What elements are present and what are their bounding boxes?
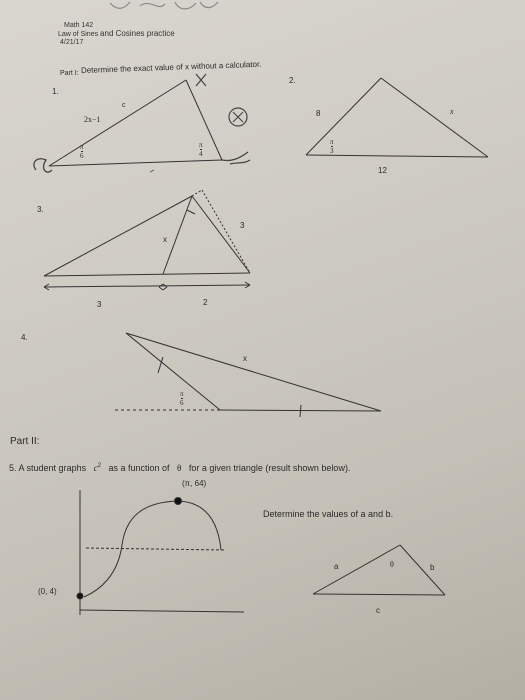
problem3-triangle	[44, 190, 250, 290]
problem2-number: 2.	[289, 76, 296, 85]
problem4-triangle	[115, 333, 381, 417]
problem5-triangle	[313, 545, 445, 595]
problem5-text-b: as a function of	[108, 463, 170, 473]
problem2-side-right: x	[450, 107, 454, 116]
problem2-angle: π 3	[330, 138, 334, 155]
problem5-tri-theta: θ	[390, 560, 394, 569]
problem4-number: 4.	[21, 333, 28, 342]
problem5-tri-b: b	[430, 563, 435, 572]
problem2-base: 12	[378, 166, 387, 175]
date-label: 4/21/17	[60, 39, 84, 46]
problem1-triangle	[34, 74, 250, 172]
topic-left: Law of	[58, 31, 79, 38]
problem5-text-a: A student graphs	[18, 463, 87, 473]
problem5-tri-a: a	[334, 562, 339, 571]
part1-label: Part I:	[60, 70, 79, 77]
problem1-side-label: 2x−1	[84, 115, 101, 124]
problem2-side-left: 8	[316, 109, 321, 118]
header-scribble	[110, 2, 218, 9]
problem5-start-point: (0, 4)	[38, 587, 57, 596]
part1-instruction: Determine the exact value of x without a calculator.	[80, 59, 262, 75]
problem4-x-label: x	[243, 354, 247, 363]
problem1-number: 1.	[52, 87, 59, 96]
part2-label: Part II:	[10, 436, 40, 447]
problem3-side-right: 3	[240, 221, 245, 230]
topic-line	[58, 30, 175, 39]
problem5-theta: θ	[177, 463, 182, 473]
problem3-base-left: 3	[97, 300, 102, 309]
problem3-x-label: x	[163, 235, 167, 244]
problem5-c: c	[93, 463, 98, 473]
problem3-base-right: 2	[203, 298, 208, 307]
problem1-angle-left: π 6	[80, 143, 84, 160]
topic-rest: and Cosines practice	[100, 29, 175, 38]
problem4-angle: π 6	[180, 390, 184, 407]
problem5-graph	[77, 490, 244, 615]
problem5-tri-c: c	[376, 606, 380, 615]
topic-sines: Sines	[80, 31, 99, 38]
problem5-text	[9, 463, 350, 473]
problem3-number: 3.	[37, 205, 44, 214]
problem5-text-c: for a given triangle (result shown below).	[188, 463, 351, 473]
problem5-c-exp: 2	[97, 463, 101, 469]
problem5-task: Determine the values of a and b.	[263, 509, 394, 519]
problem1-c-label: c	[122, 102, 126, 109]
course-label: Math 142	[64, 22, 94, 29]
problem5-max-point: (π, 64)	[182, 479, 207, 488]
problem1-angle-right: π 4	[199, 141, 203, 158]
problem5-number: 5.	[9, 463, 17, 473]
